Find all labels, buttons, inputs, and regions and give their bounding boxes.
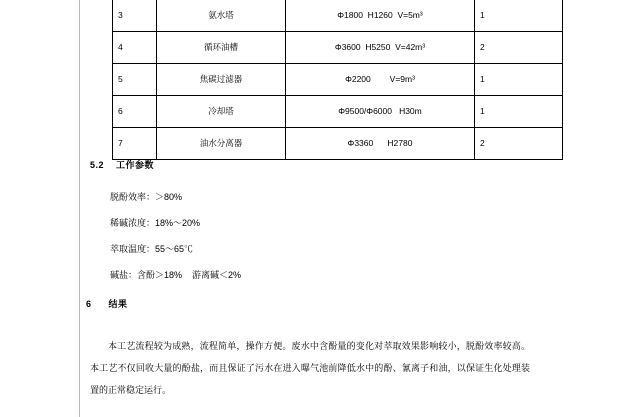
cell-name: 冷却塔 — [157, 96, 286, 128]
cell-spec — [286, 64, 475, 96]
cell-qty: 1 — [475, 64, 563, 96]
section-6-body-paragraph: 本工艺流程较为成熟，流程简单，操作方便。废水中含酚量的变化对萃取效果影响较小，脱酚效率较高。本工艺不仅回收大量的酚盐，而且保证了污水在进入曝气池前降低水中的酚、氰离子和油，以保证生化处理装置的正常稳定运行。 — [90, 341, 530, 395]
section-heading-6 — [86, 297, 128, 310]
cell-qty: 1 — [475, 96, 563, 128]
cell-name: 氨水塔 — [157, 0, 286, 32]
section-title: 工作参数 — [116, 160, 155, 170]
cell-name: 循环油槽 — [157, 32, 286, 64]
cell-spec — [286, 0, 475, 32]
table-row — [113, 96, 563, 128]
section-heading-5-2 — [90, 158, 154, 171]
work-parameter-item: 脱酚效率：＞80% — [110, 192, 183, 202]
work-parameter-item: 稀碱浓度：18%～20% — [110, 218, 201, 228]
cell-no: 6 — [113, 96, 157, 128]
page-left-rule — [79, 0, 80, 417]
cell-spec-text: Φ3360 H2780 — [347, 138, 413, 149]
section-title: 结果 — [108, 299, 128, 309]
equipment-spec-table — [112, 0, 563, 160]
cell-name: 焦碳过滤器 — [157, 64, 286, 96]
section-number: 5.2 — [90, 160, 105, 170]
section-number: 6 — [86, 299, 92, 309]
cell-spec — [286, 96, 475, 128]
cell-qty: 2 — [475, 128, 563, 160]
equipment-table-body — [113, 0, 563, 160]
cell-spec-text: Φ3600 H5250 V=42m³ — [334, 42, 426, 53]
cell-spec-text: Φ2200 V=9m³ — [345, 74, 415, 85]
table-row — [113, 32, 563, 64]
cell-spec-text: Φ9500/Φ6000 H30m — [338, 106, 422, 117]
work-parameter-item: 萃取温度：55～65℃ — [110, 244, 194, 254]
work-parameter-item: 碱盐：含酚＞18% 游离碱＜2% — [110, 270, 242, 280]
cell-qty: 2 — [475, 32, 563, 64]
equipment-table-wrapper — [112, 0, 524, 160]
cell-spec-text: Φ1800 H1260 V=5m³ — [337, 10, 423, 21]
table-row — [113, 64, 563, 96]
cell-no: 5 — [113, 64, 157, 96]
cell-spec — [286, 32, 475, 64]
table-row — [113, 128, 563, 160]
cell-no: 3 — [113, 0, 157, 32]
cell-qty: 1 — [475, 0, 563, 32]
cell-no: 7 — [113, 128, 157, 160]
cell-spec — [286, 128, 475, 160]
table-row — [113, 0, 563, 32]
cell-name: 油水分离器 — [157, 128, 286, 160]
cell-no: 4 — [113, 32, 157, 64]
